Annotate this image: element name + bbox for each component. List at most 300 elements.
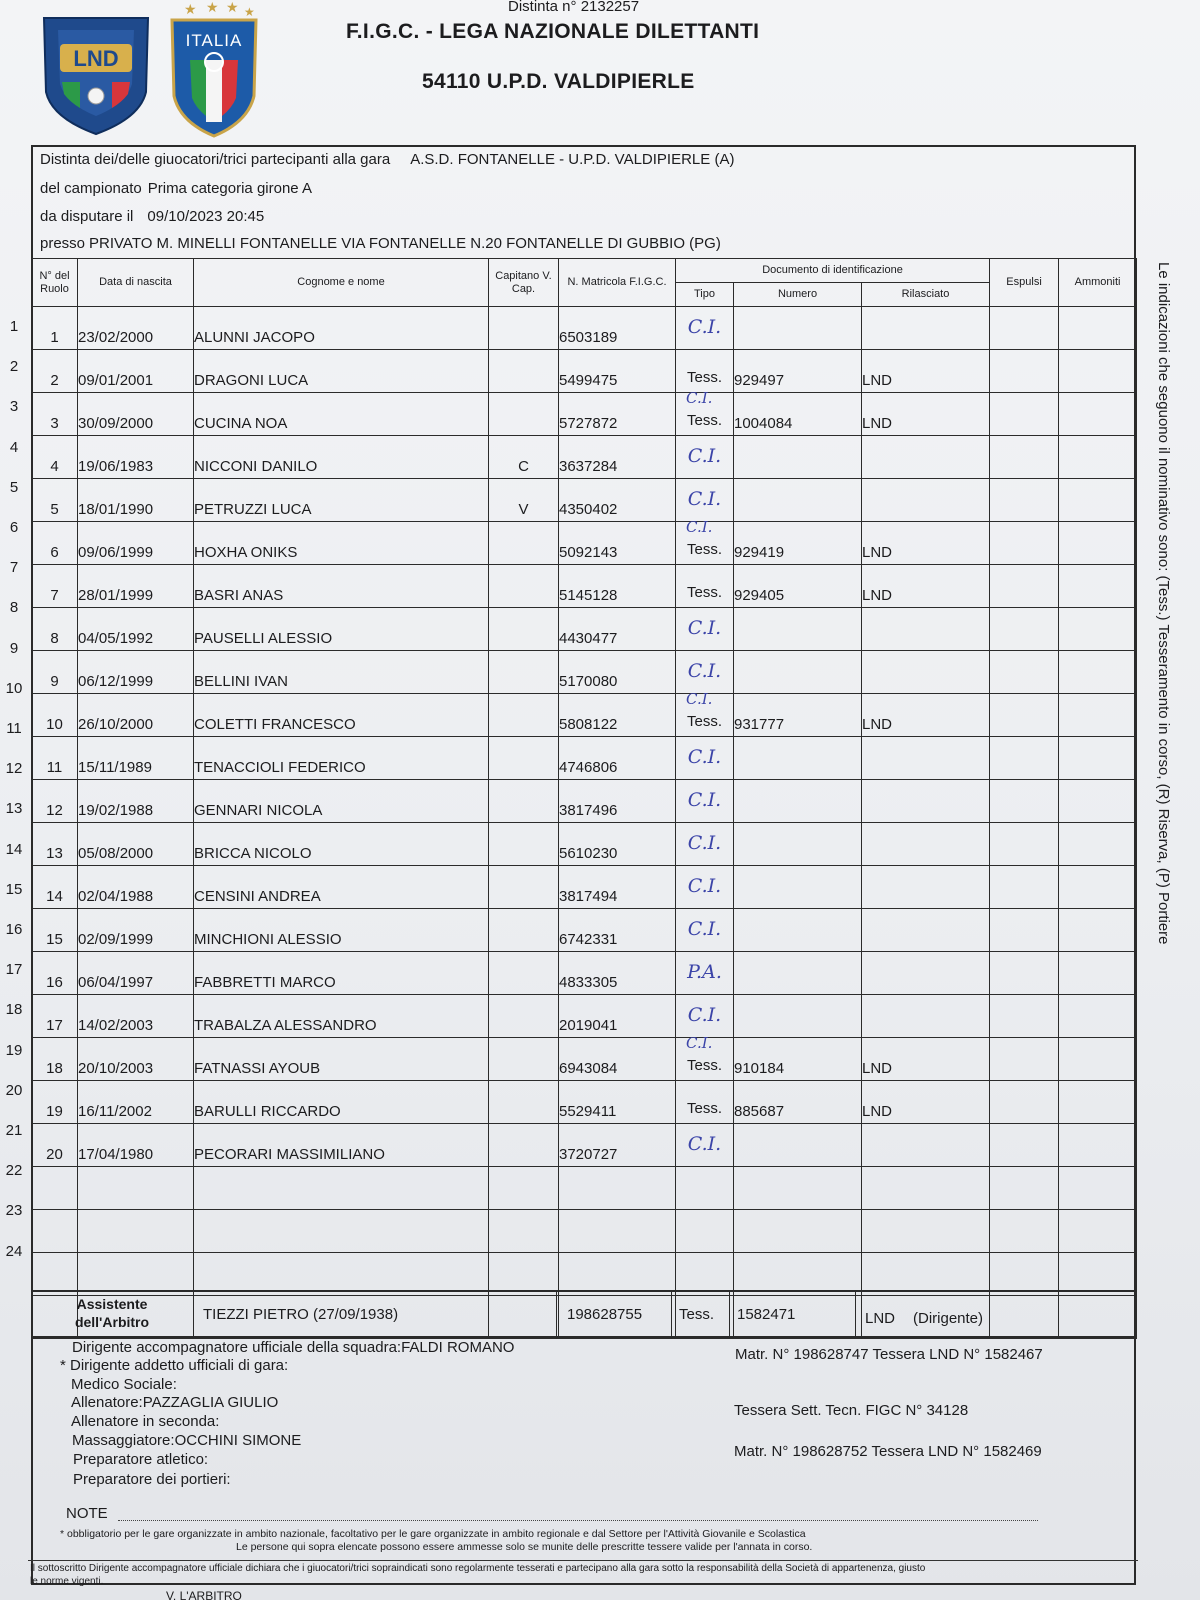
table-row	[32, 952, 1137, 995]
cell-espulsi	[990, 350, 1059, 393]
cell-ammoniti	[1059, 350, 1137, 393]
note-footnote-2: Le persone qui sopra elencate possono essere ammesse solo se munite delle prescritte tessere valide per l'annata in corso.	[236, 1541, 813, 1553]
cell-matricola: 3817496	[559, 780, 676, 823]
cell-ruolo	[32, 1210, 78, 1253]
atletico-label: Preparatore atletico:	[73, 1451, 209, 1468]
handwritten-doc-type: C.I.	[686, 518, 713, 536]
cell-name: BARULLI RICCARDO	[194, 1081, 489, 1124]
cell-espulsi	[990, 1081, 1059, 1124]
cell-capitano	[489, 608, 559, 651]
table-row	[32, 909, 1137, 952]
cell-rilasciato	[862, 608, 990, 651]
cell-matricola: 5499475	[559, 350, 676, 393]
portieri-label: Preparatore dei portieri:	[73, 1471, 231, 1488]
cell-ruolo: 7	[32, 565, 78, 608]
cell-birth: 09/01/2001	[78, 350, 194, 393]
svg-text:★: ★	[206, 0, 219, 16]
dirigente-value: FALDI ROMANO	[401, 1339, 515, 1356]
cell-tipo	[676, 307, 734, 350]
cell-ammoniti	[1059, 737, 1137, 780]
cell-ruolo: 4	[32, 436, 78, 479]
row-number: 20	[5, 1081, 23, 1099]
row-number: 5	[9, 478, 19, 496]
cell-name: TENACCIOLI FEDERICO	[194, 737, 489, 780]
row-number: 16	[5, 921, 23, 938]
cell-birth: 19/06/1983	[78, 436, 194, 479]
cell-capitano: V	[489, 479, 559, 522]
allenatore-line	[71, 1394, 278, 1411]
doc-type-print: Tess.	[686, 369, 722, 386]
cell-birth: 15/11/1989	[78, 737, 194, 780]
cell-tipo	[676, 866, 734, 909]
cell-name: BRICCA NICOLO	[194, 823, 489, 866]
cell-rilasciato	[862, 737, 990, 780]
cell-name: ALUNNI JACOPO	[194, 307, 489, 350]
cell-rilasciato	[862, 479, 990, 522]
cell-numero	[734, 1124, 862, 1167]
cell-ruolo: 10	[32, 694, 78, 737]
row-number: 2	[9, 358, 19, 376]
cell-matricola: 5610230	[559, 823, 676, 866]
figc-italia-logo-icon	[168, 0, 260, 138]
cell-espulsi	[990, 393, 1059, 436]
cell-capitano	[489, 694, 559, 737]
table-row	[32, 479, 1137, 522]
massaggiatore-value: OCCHINI SIMONE	[174, 1432, 302, 1449]
cell-name: PAUSELLI ALESSIO	[194, 608, 489, 651]
cell-numero	[734, 1210, 862, 1253]
cell-ruolo: 1	[32, 307, 78, 350]
cell-capitano	[489, 823, 559, 866]
massaggiatore-right: Matr. N° 198628752 Tessera LND N° 1582469	[734, 1443, 1042, 1460]
header-documento: Documento di identificazione	[676, 259, 990, 283]
massaggiatore-line	[72, 1432, 301, 1449]
distinta-number: Distinta n° 2132257	[508, 0, 640, 15]
match-label: Distinta dei/delle giuocatori/trici partecipanti alla gara	[40, 151, 391, 168]
cell-ruolo: 14	[32, 866, 78, 909]
cell-birth	[78, 1210, 194, 1253]
cell-birth: 30/09/2000	[78, 393, 194, 436]
cell-tipo	[676, 608, 734, 651]
doc-type-print: Tess.	[686, 713, 722, 730]
handwritten-doc-type: C.I.	[686, 1034, 713, 1052]
header-nome: Cognome e nome	[194, 259, 489, 307]
cell-rilasciato: LND	[862, 393, 990, 436]
cell-numero: 929405	[734, 565, 862, 608]
cell-ruolo: 13	[32, 823, 78, 866]
cell-name: FABBRETTI MARCO	[194, 952, 489, 995]
cell-name: PECORARI MASSIMILIANO	[194, 1124, 489, 1167]
cell-tipo	[676, 479, 734, 522]
cell-name: BELLINI IVAN	[194, 651, 489, 694]
venue-value: PRIVATO M. MINELLI FONTANELLE VIA FONTANELLE N.20 FONTANELLE DI GUBBIO (PG)	[89, 235, 721, 252]
header-nascita: Data di nascita	[78, 259, 194, 307]
match-line	[40, 151, 734, 168]
cell-ruolo: 5	[32, 479, 78, 522]
doc-type-print: Tess.	[686, 412, 722, 429]
cell-name: FATNASSI AYOUB	[194, 1038, 489, 1081]
table-row	[32, 393, 1137, 436]
cell-espulsi	[990, 608, 1059, 651]
row-number: 10	[5, 679, 23, 697]
cell-rilasciato	[862, 651, 990, 694]
cell-numero: 1004084	[734, 393, 862, 436]
dirigente-label: Dirigente accompagnatore ufficiale della squadra:	[72, 1339, 402, 1356]
cell-matricola: 5170080	[559, 651, 676, 694]
dirigente-right: Matr. N° 198628747 Tessera LND N° 1582467	[735, 1346, 1043, 1363]
cell-capitano	[489, 1038, 559, 1081]
cell-numero	[734, 436, 862, 479]
cell-matricola: 6742331	[559, 909, 676, 952]
handwritten-doc-type: C.I.	[687, 659, 722, 682]
cell-capitano	[489, 952, 559, 995]
cell-name: HOXHA ONIKS	[194, 522, 489, 565]
cell-rilasciato	[862, 1167, 990, 1210]
cell-birth: 16/11/2002	[78, 1081, 194, 1124]
cell-name: CUCINA NOA	[194, 393, 489, 436]
cell-numero	[734, 737, 862, 780]
note-label: NOTE	[66, 1505, 108, 1522]
date-label: da disputare il	[40, 208, 134, 225]
cell-name: COLETTI FRANCESCO	[194, 694, 489, 737]
cell-ammoniti	[1059, 780, 1137, 823]
header-ruolo: N° del Ruolo	[32, 259, 78, 307]
table-row	[32, 1124, 1137, 1167]
cell-espulsi	[990, 307, 1059, 350]
table-row	[32, 737, 1137, 780]
cell-ruolo: 20	[32, 1124, 78, 1167]
cell-capitano	[489, 350, 559, 393]
cell-ammoniti	[1059, 1167, 1137, 1210]
addetto-label: * Dirigente addetto ufficiali di gara:	[60, 1357, 289, 1374]
cell-ammoniti	[1059, 823, 1137, 866]
cell-birth: 20/10/2003	[78, 1038, 194, 1081]
cell-tipo	[676, 1167, 734, 1210]
cell-matricola: 4746806	[559, 737, 676, 780]
cell-numero	[734, 866, 862, 909]
cell-ammoniti	[1059, 1210, 1137, 1253]
cell-espulsi	[990, 522, 1059, 565]
handwritten-doc-type: C.I.	[687, 487, 722, 510]
cell-tipo	[676, 389, 734, 436]
cell-ruolo	[32, 1167, 78, 1210]
cell-espulsi	[990, 694, 1059, 737]
cell-rilasciato	[862, 823, 990, 866]
cell-capitano: C	[489, 436, 559, 479]
cell-rilasciato	[862, 436, 990, 479]
handwritten-doc-type: C.I.	[687, 616, 722, 639]
cell-ammoniti	[1059, 608, 1137, 651]
cell-matricola: 3720727	[559, 1124, 676, 1167]
cell-rilasciato	[862, 1124, 990, 1167]
cell-numero	[734, 909, 862, 952]
cell-ammoniti	[1059, 565, 1137, 608]
cell-tipo	[676, 823, 734, 866]
row-number: 15	[5, 880, 23, 898]
cell-espulsi	[990, 995, 1059, 1038]
cell-birth: 02/09/1999	[78, 909, 194, 952]
cell-tipo	[676, 1124, 734, 1167]
assistant-label: Assistente dell'Arbitro	[74, 1296, 150, 1330]
cell-espulsi	[990, 866, 1059, 909]
cell-matricola: 6943084	[559, 1038, 676, 1081]
cell-numero	[734, 952, 862, 995]
assistant-role: (Dirigente)	[913, 1310, 984, 1327]
cell-rilasciato	[862, 995, 990, 1038]
table-row	[32, 1038, 1137, 1081]
allenatore-right: Tessera Sett. Tecn. FIGC N° 34128	[734, 1402, 969, 1419]
cell-capitano	[489, 393, 559, 436]
table-row	[32, 1167, 1137, 1210]
cell-numero: 929419	[734, 522, 862, 565]
cell-matricola: 5145128	[559, 565, 676, 608]
cell-ruolo: 3	[32, 393, 78, 436]
arbitro-label: V. L'ARBITRO	[166, 1589, 242, 1600]
cell-matricola: 4350402	[559, 479, 676, 522]
cell-ammoniti	[1059, 694, 1137, 737]
cell-matricola: 5727872	[559, 393, 676, 436]
date-line	[40, 208, 264, 225]
cell-name: DRAGONI LUCA	[194, 350, 489, 393]
cell-numero	[734, 307, 862, 350]
header-rilasciato: Rilasciato	[862, 283, 990, 307]
header-espulsi: Espulsi	[990, 259, 1059, 307]
table-row	[32, 823, 1137, 866]
svg-text:★: ★	[226, 0, 239, 16]
cell-matricola	[559, 1210, 676, 1253]
date-value: 09/10/2023 20:45	[147, 208, 265, 225]
cell-ruolo: 2	[32, 350, 78, 393]
cell-ammoniti	[1059, 1038, 1137, 1081]
cell-matricola: 4430477	[559, 608, 676, 651]
doc-type-print: Tess.	[686, 1100, 722, 1117]
cell-rilasciato	[862, 780, 990, 823]
cell-ruolo: 9	[32, 651, 78, 694]
cell-ammoniti	[1059, 1081, 1137, 1124]
cell-matricola	[559, 1167, 676, 1210]
handwritten-doc-type: C.I.	[687, 917, 722, 940]
handwritten-doc-type: C.I.	[687, 745, 722, 768]
cell-ammoniti	[1059, 522, 1137, 565]
cell-capitano	[489, 737, 559, 780]
cell-ammoniti	[1059, 866, 1137, 909]
row-number: 6	[9, 519, 19, 536]
handwritten-doc-type: C.I.	[687, 874, 722, 897]
assistant-rilasciato: LND	[865, 1310, 896, 1327]
row-number: 21	[5, 1122, 23, 1139]
cell-tipo	[676, 995, 734, 1038]
row-number: 18	[5, 1001, 23, 1019]
cell-ruolo: 11	[32, 737, 78, 780]
cell-espulsi	[990, 952, 1059, 995]
cell-ammoniti	[1059, 393, 1137, 436]
lnd-logo-icon	[40, 12, 152, 136]
cell-tipo	[676, 518, 734, 565]
row-number: 1	[9, 318, 19, 335]
doc-type-print: Tess.	[686, 541, 722, 558]
cell-birth: 23/02/2000	[78, 307, 194, 350]
row-number: 22	[5, 1162, 23, 1180]
cell-birth: 18/01/1990	[78, 479, 194, 522]
cell-numero	[734, 780, 862, 823]
assistant-matricola: 198628755	[567, 1306, 643, 1323]
row-number: 3	[9, 398, 19, 416]
bottom-declaration: Il sottoscritto Dirigente accompagnatore ufficiale dichiara che i giuocatori/trici sopraindicati sono regolarmente tesserati e partecipano alla gara sotto la responsabilità della Società di appartenenza, giusto	[30, 1563, 926, 1574]
cell-numero	[734, 995, 862, 1038]
cell-espulsi	[990, 1038, 1059, 1081]
cell-rilasciato: LND	[862, 1038, 990, 1081]
cell-birth: 06/12/1999	[78, 651, 194, 694]
cell-tipo	[676, 780, 734, 823]
table-row	[32, 565, 1137, 608]
club-title: 54110 U.P.D. VALDIPIERLE	[422, 70, 695, 93]
cell-capitano	[489, 1210, 559, 1253]
table-row	[32, 1081, 1137, 1124]
table-row	[32, 866, 1137, 909]
cell-espulsi	[990, 479, 1059, 522]
row-number: 23	[5, 1202, 23, 1220]
cell-birth: 28/01/1999	[78, 565, 194, 608]
championship-label: del campionato	[40, 180, 142, 197]
row-number: 24	[5, 1242, 23, 1260]
row-number: 17	[5, 961, 23, 979]
cell-rilasciato: LND	[862, 565, 990, 608]
cell-ammoniti	[1059, 651, 1137, 694]
cell-espulsi	[990, 436, 1059, 479]
cell-ruolo: 8	[32, 608, 78, 651]
side-note-text: Le indicazioni che seguono il nominativo sono: (Tess.) Tesseramento in corso, (R) Riserva, (P) Portiere	[1155, 262, 1172, 945]
cell-tipo	[676, 565, 734, 608]
cell-capitano	[489, 565, 559, 608]
cell-name	[194, 1167, 489, 1210]
cell-numero: 910184	[734, 1038, 862, 1081]
championship-line	[40, 180, 312, 197]
table-row	[32, 995, 1137, 1038]
cell-matricola: 3637284	[559, 436, 676, 479]
handwritten-doc-type: C.I.	[687, 1132, 722, 1155]
cell-birth: 05/08/2000	[78, 823, 194, 866]
assistant-tipo: Tess.	[679, 1306, 715, 1323]
row-number: 8	[9, 599, 19, 617]
cell-matricola: 4833305	[559, 952, 676, 995]
cell-ammoniti	[1059, 1124, 1137, 1167]
row-number: 9	[9, 639, 19, 657]
cell-espulsi	[990, 909, 1059, 952]
cell-espulsi	[990, 823, 1059, 866]
cell-tipo	[676, 737, 734, 780]
allenatore2-label: Allenatore in seconda:	[71, 1413, 220, 1430]
svg-text:LND: LND	[73, 46, 119, 71]
cell-birth: 06/04/1997	[78, 952, 194, 995]
allenatore-value: PAZZAGLIA GIULIO	[142, 1394, 279, 1411]
cell-birth: 09/06/1999	[78, 522, 194, 565]
cell-numero	[734, 479, 862, 522]
cell-capitano	[489, 866, 559, 909]
cell-matricola: 6503189	[559, 307, 676, 350]
svg-text:ITALIA: ITALIA	[185, 31, 243, 50]
massaggiatore-label: Massaggiatore:	[72, 1432, 175, 1449]
table-row	[32, 608, 1137, 651]
row-number: 12	[5, 760, 23, 778]
cell-capitano	[489, 1167, 559, 1210]
table-row	[32, 651, 1137, 694]
cell-numero	[734, 651, 862, 694]
cell-tipo	[676, 952, 734, 995]
cell-capitano	[489, 780, 559, 823]
cell-capitano	[489, 307, 559, 350]
handwritten-doc-type: C.I.	[687, 831, 722, 854]
cell-birth: 02/04/1988	[78, 866, 194, 909]
cell-tipo	[676, 436, 734, 479]
cell-name	[194, 1210, 489, 1253]
bottom-divider	[28, 1560, 1138, 1561]
cell-rilasciato	[862, 1210, 990, 1253]
cell-tipo	[676, 1034, 734, 1081]
header-ammoniti: Ammoniti	[1059, 259, 1137, 307]
cell-birth: 14/02/2003	[78, 995, 194, 1038]
championship-value: Prima categoria girone A	[147, 180, 312, 197]
cell-rilasciato	[862, 909, 990, 952]
dirigente-line	[72, 1339, 514, 1356]
cell-birth: 19/02/1988	[78, 780, 194, 823]
header-capitano: Capitano V. Cap.	[489, 259, 559, 307]
cell-capitano	[489, 1124, 559, 1167]
cell-espulsi	[990, 1124, 1059, 1167]
cell-matricola: 2019041	[559, 995, 676, 1038]
cell-rilasciato	[862, 307, 990, 350]
cell-name: MINCHIONI ALESSIO	[194, 909, 489, 952]
cell-numero: 929497	[734, 350, 862, 393]
handwritten-doc-type: C.I.	[687, 444, 722, 467]
cell-rilasciato	[862, 866, 990, 909]
cell-ammoniti	[1059, 995, 1137, 1038]
cell-ruolo: 16	[32, 952, 78, 995]
cell-ruolo: 12	[32, 780, 78, 823]
handwritten-doc-type: C.I.	[686, 690, 713, 708]
header-tipo: Tipo	[676, 283, 734, 307]
table-row	[32, 307, 1137, 350]
cell-ammoniti	[1059, 909, 1137, 952]
cell-espulsi	[990, 737, 1059, 780]
cell-ruolo: 6	[32, 522, 78, 565]
assistant-name: TIEZZI PIETRO (27/09/1938)	[203, 1306, 399, 1323]
handwritten-doc-type: C.I.	[686, 389, 713, 407]
cell-matricola: 5808122	[559, 694, 676, 737]
assistant-row	[31, 1290, 1136, 1338]
venue-label: presso	[40, 235, 86, 252]
assistant-numero: 1582471	[737, 1306, 796, 1323]
match-name: A.S.D. FONTANELLE - U.P.D. VALDIPIERLE (A)	[410, 151, 735, 168]
table-row	[32, 694, 1137, 737]
cell-numero: 931777	[734, 694, 862, 737]
cell-tipo	[676, 1210, 734, 1253]
cell-ruolo: 15	[32, 909, 78, 952]
handwritten-doc-type: C.I.	[687, 1003, 722, 1026]
handwritten-doc-type: C.I.	[687, 788, 722, 811]
table-row	[32, 350, 1137, 393]
cell-birth: 17/04/1980	[78, 1124, 194, 1167]
cell-rilasciato: LND	[862, 1081, 990, 1124]
cell-tipo	[676, 350, 734, 393]
federation-title: F.I.G.C. - LEGA NAZIONALE DILETTANTI	[346, 20, 760, 43]
header-numero: Numero	[734, 283, 862, 307]
table-row	[32, 780, 1137, 823]
row-number: 11	[6, 720, 22, 737]
cell-tipo	[676, 690, 734, 737]
header-matricola: N. Matricola F.I.G.C.	[559, 259, 676, 307]
row-number: 4	[9, 438, 19, 456]
cell-name: NICCONI DANILO	[194, 436, 489, 479]
